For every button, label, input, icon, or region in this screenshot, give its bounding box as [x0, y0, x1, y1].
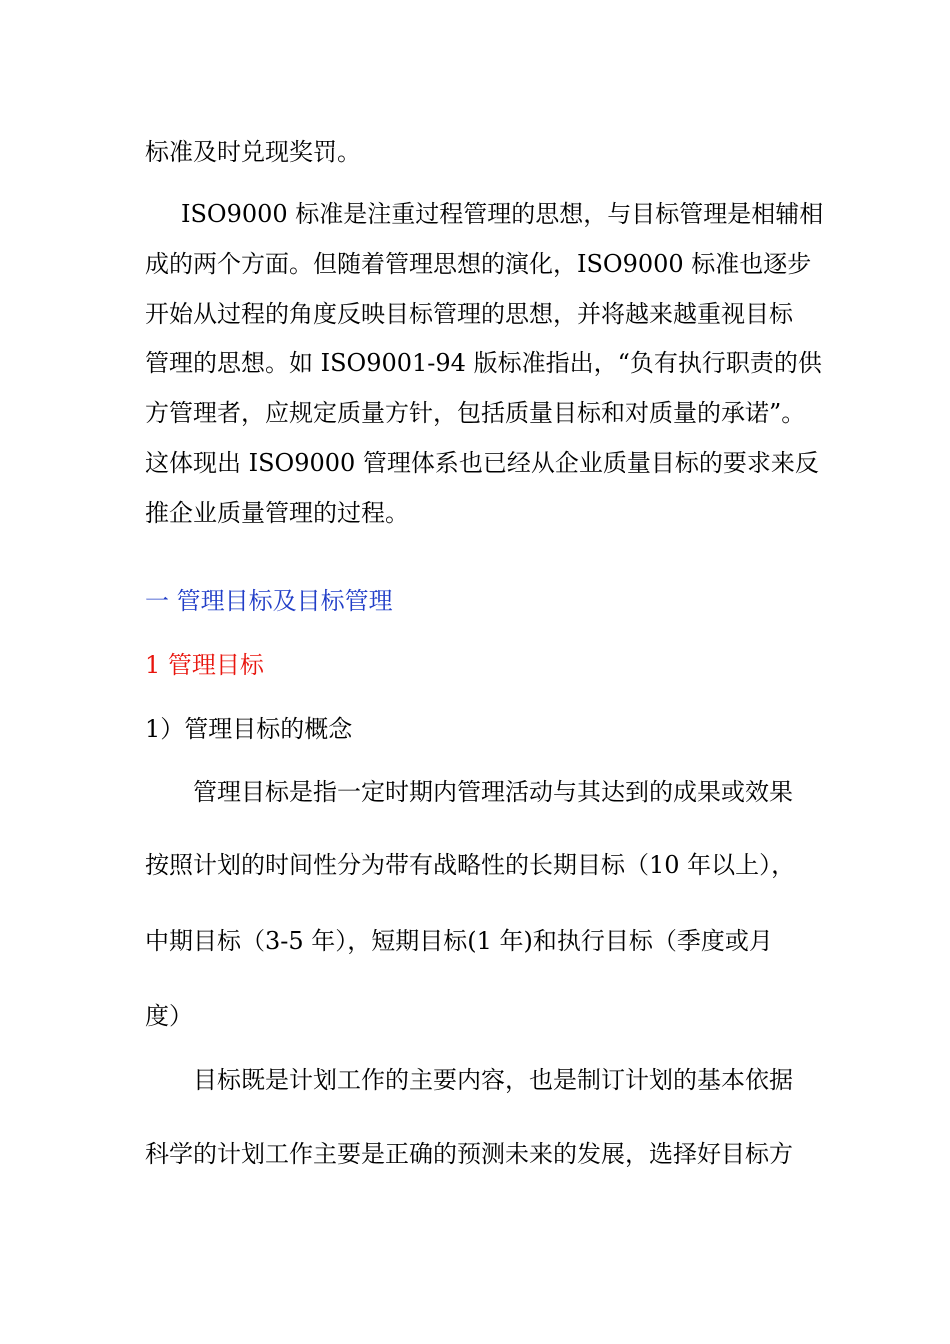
concept-paragraph-line: 中期目标（3-5 年），短期目标(1 年)和执行目标（季度或月 [145, 927, 773, 955]
iso-paragraph-line: 开始从过程的角度反映目标管理的思想，并将越来越重视目标 [145, 300, 793, 328]
iso-paragraph-line: 成的两个方面。但随着管理思想的演化，ISO9000 标准也逐步 [145, 250, 812, 278]
concept-paragraph-line: 度） [145, 1002, 193, 1030]
iso-paragraph-line: 推企业质量管理的过程。 [145, 499, 409, 527]
intro-tail-text: 标准及时兑现奖罚。 [145, 138, 361, 166]
subsection-heading: 1 管理目标 [145, 651, 264, 679]
iso-paragraph-line: ISO9000 标准是注重过程管理的思想，与目标管理是相辅相 [181, 200, 824, 228]
sub-sub-heading: 1）管理目标的概念 [145, 715, 353, 743]
section-heading: 一 管理目标及目标管理 [145, 587, 393, 615]
concept-paragraph-line: 管理目标是指一定时期内管理活动与其达到的成果或效果 [193, 778, 793, 806]
plan-paragraph-line: 目标既是计划工作的主要内容，也是制订计划的基本依据 [193, 1066, 793, 1094]
plan-paragraph-line: 科学的计划工作主要是正确的预测未来的发展，选择好目标方 [145, 1140, 793, 1168]
iso-paragraph-line: 管理的思想。如 ISO9001-94 版标准指出，“负有执行职责的供 [145, 349, 822, 377]
concept-paragraph-line: 按照计划的时间性分为带有战略性的长期目标（10 年以上）， [145, 851, 796, 879]
iso-paragraph-line: 方管理者，应规定质量方针，包括质量目标和对质量的承诺”。 [145, 399, 806, 427]
iso-paragraph-line: 这体现出 ISO9000 管理体系也已经从企业质量目标的要求来反 [145, 449, 819, 477]
